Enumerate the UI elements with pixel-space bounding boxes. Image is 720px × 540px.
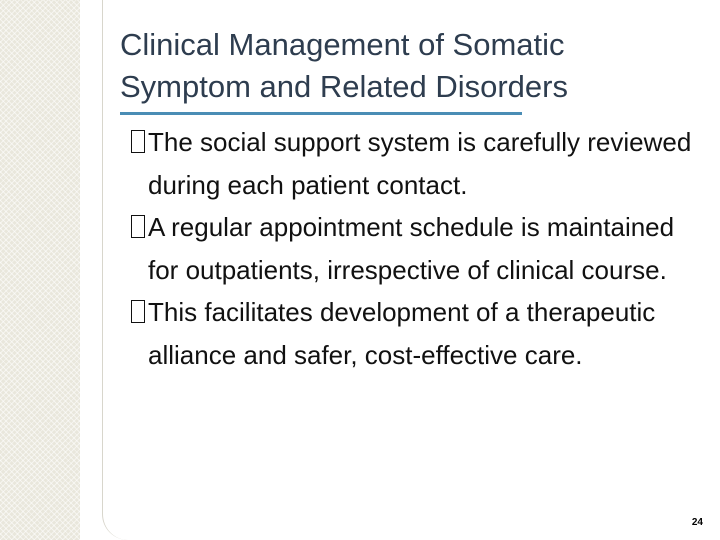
bullet-item-therapeutic-alliance (128, 291, 708, 376)
slide-title-line-2: Symptom and Related Disorders (120, 69, 568, 104)
bullet-item-appointment-schedule (128, 206, 708, 291)
bullet-item-social-support (128, 121, 708, 206)
missing-glyph-box-icon (131, 300, 145, 323)
slide-title (120, 24, 705, 108)
bullet-text: This facilitates development of a therapeutic alliance and safer, cost-effective care. (148, 297, 656, 370)
slide-title-line-1: Clinical Management of Somatic (120, 27, 565, 62)
bullet-text: The social support system is carefully reviewed during each patient contact. (148, 127, 692, 200)
page-number: 24 (691, 517, 703, 528)
missing-glyph-box-icon (131, 130, 145, 153)
missing-glyph-box-icon (131, 215, 145, 238)
title-underline (120, 112, 522, 115)
bullet-text: A regular appointment schedule is maintained for outpatients, irrespective of clinical course. (148, 212, 675, 285)
bullet-list (128, 121, 708, 376)
decorative-side-band (0, 0, 80, 540)
